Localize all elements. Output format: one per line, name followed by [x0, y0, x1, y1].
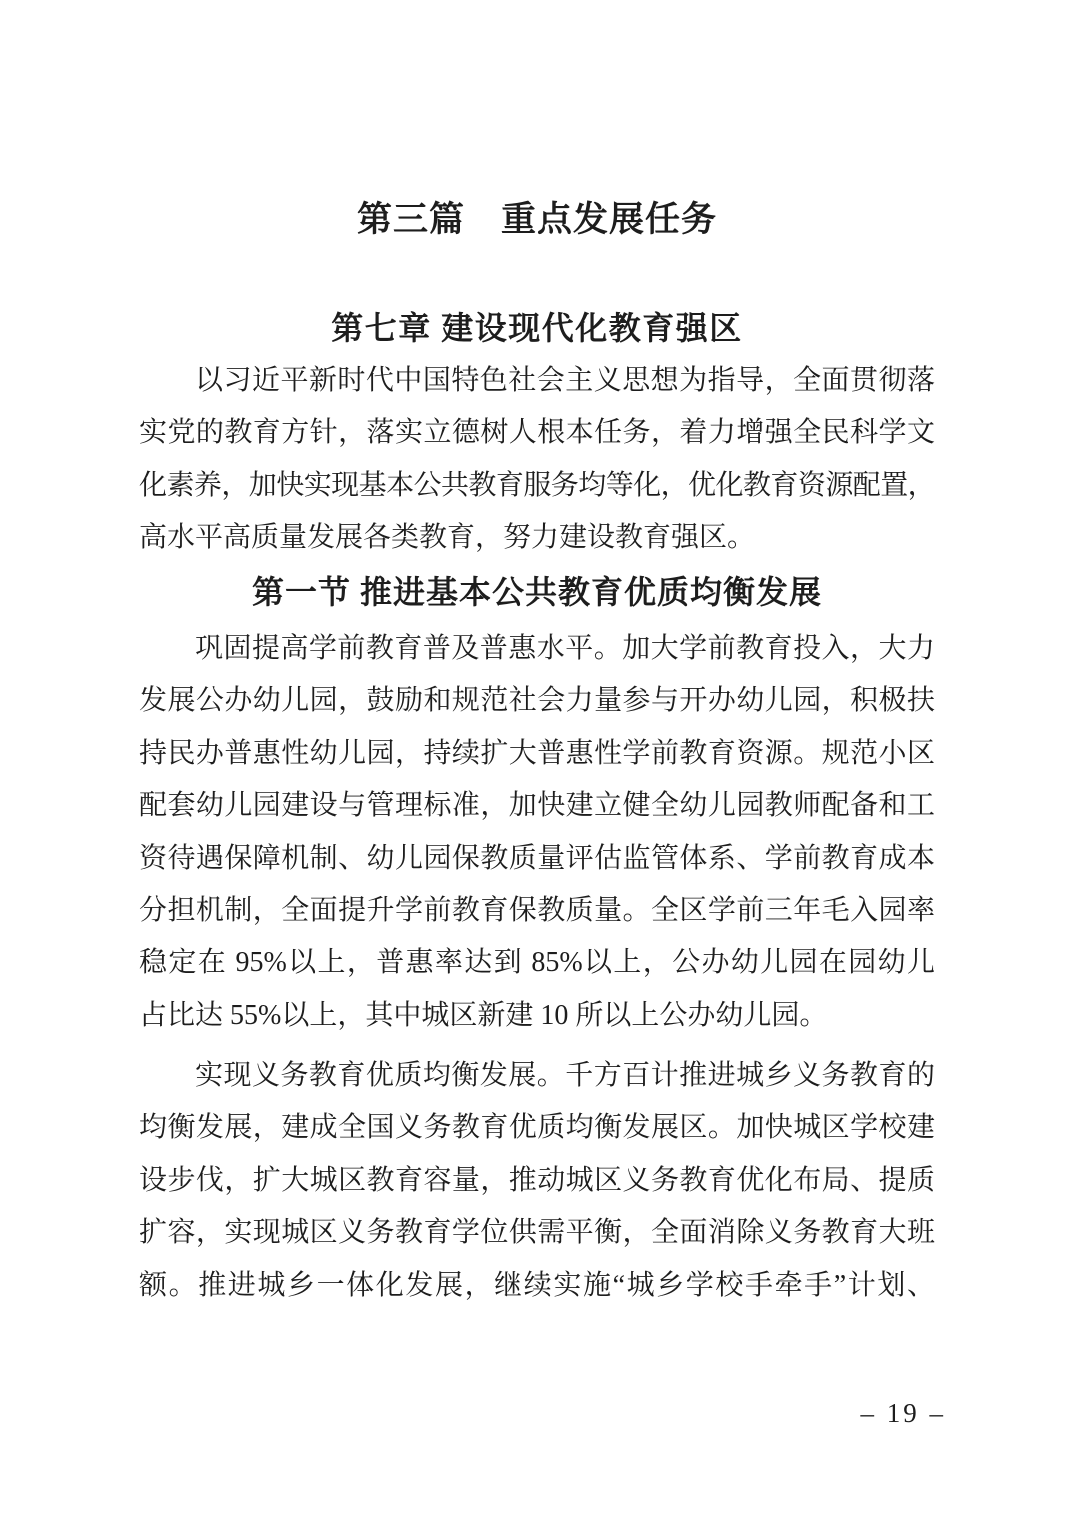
chapter-title: 第七章 建设现代化教育强区 — [331, 310, 743, 346]
paragraph-2 — [139, 623, 935, 1042]
body-line: 设步伐，扩大城区教育容量，推动城区义务教育优化布局、提质 — [139, 1164, 935, 1196]
body-line: 高水平高质量发展各类教育，努力建设教育强区。 — [139, 522, 756, 554]
body-line: 持民办普惠性幼儿园，持续扩大普惠性学前教育资源。规范小区 — [139, 737, 935, 769]
body-line: 化素养，加快实现基本公共教育服务均等化，优化教育资源配置， — [139, 469, 935, 501]
part-title: 第三篇 重点发展任务 — [356, 200, 717, 239]
page-number: – 19 – — [860, 1398, 946, 1428]
body-line: 资待遇保障机制、幼儿园保教质量评估监管体系、学前教育成本 — [139, 842, 935, 874]
body-line: 配套幼儿园建设与管理标准，加快建立健全幼儿园教师配备和工 — [139, 790, 935, 822]
body-line: 实现义务教育优质均衡发展。千方百计推进城乡义务教育的 — [195, 1060, 935, 1091]
body-line: 巩固提高学前教育普及普惠水平。加大学前教育投入，大力 — [195, 633, 935, 664]
body-line: 稳定在 95%以上，普惠率达到 85%以上，公办幼儿园在园幼儿 — [139, 947, 935, 979]
paragraph-3 — [139, 1050, 935, 1312]
body-line: 额。推进城乡一体化发展，继续实施“城乡学校手牵手”计划、 — [139, 1269, 935, 1301]
body-line: 实党的教育方针，落实立德树人根本任务，着力增强全民科学文 — [139, 417, 935, 449]
paragraph-1 — [139, 355, 935, 565]
body-line: 发展公办幼儿园，鼓励和规范社会力量参与开办幼儿园，积极扶 — [139, 685, 935, 717]
section-title: 第一节 推进基本公共教育优质均衡发展 — [251, 574, 822, 610]
body-line: 扩容，实现城区义务教育学位供需平衡，全面消除义务教育大班 — [139, 1217, 935, 1249]
body-line: 分担机制，全面提升学前教育保教质量。全区学前三年毛入园率 — [139, 894, 935, 926]
body-line: 均衡发展，建成全国义务教育优质均衡发展区。加快城区学校建 — [139, 1112, 935, 1144]
body-line: 以习近平新时代中国特色社会主义思想为指导，全面贯彻落 — [195, 365, 935, 396]
body-line: 占比达 55%以上，其中城区新建 10 所以上公办幼儿园。 — [139, 999, 828, 1031]
